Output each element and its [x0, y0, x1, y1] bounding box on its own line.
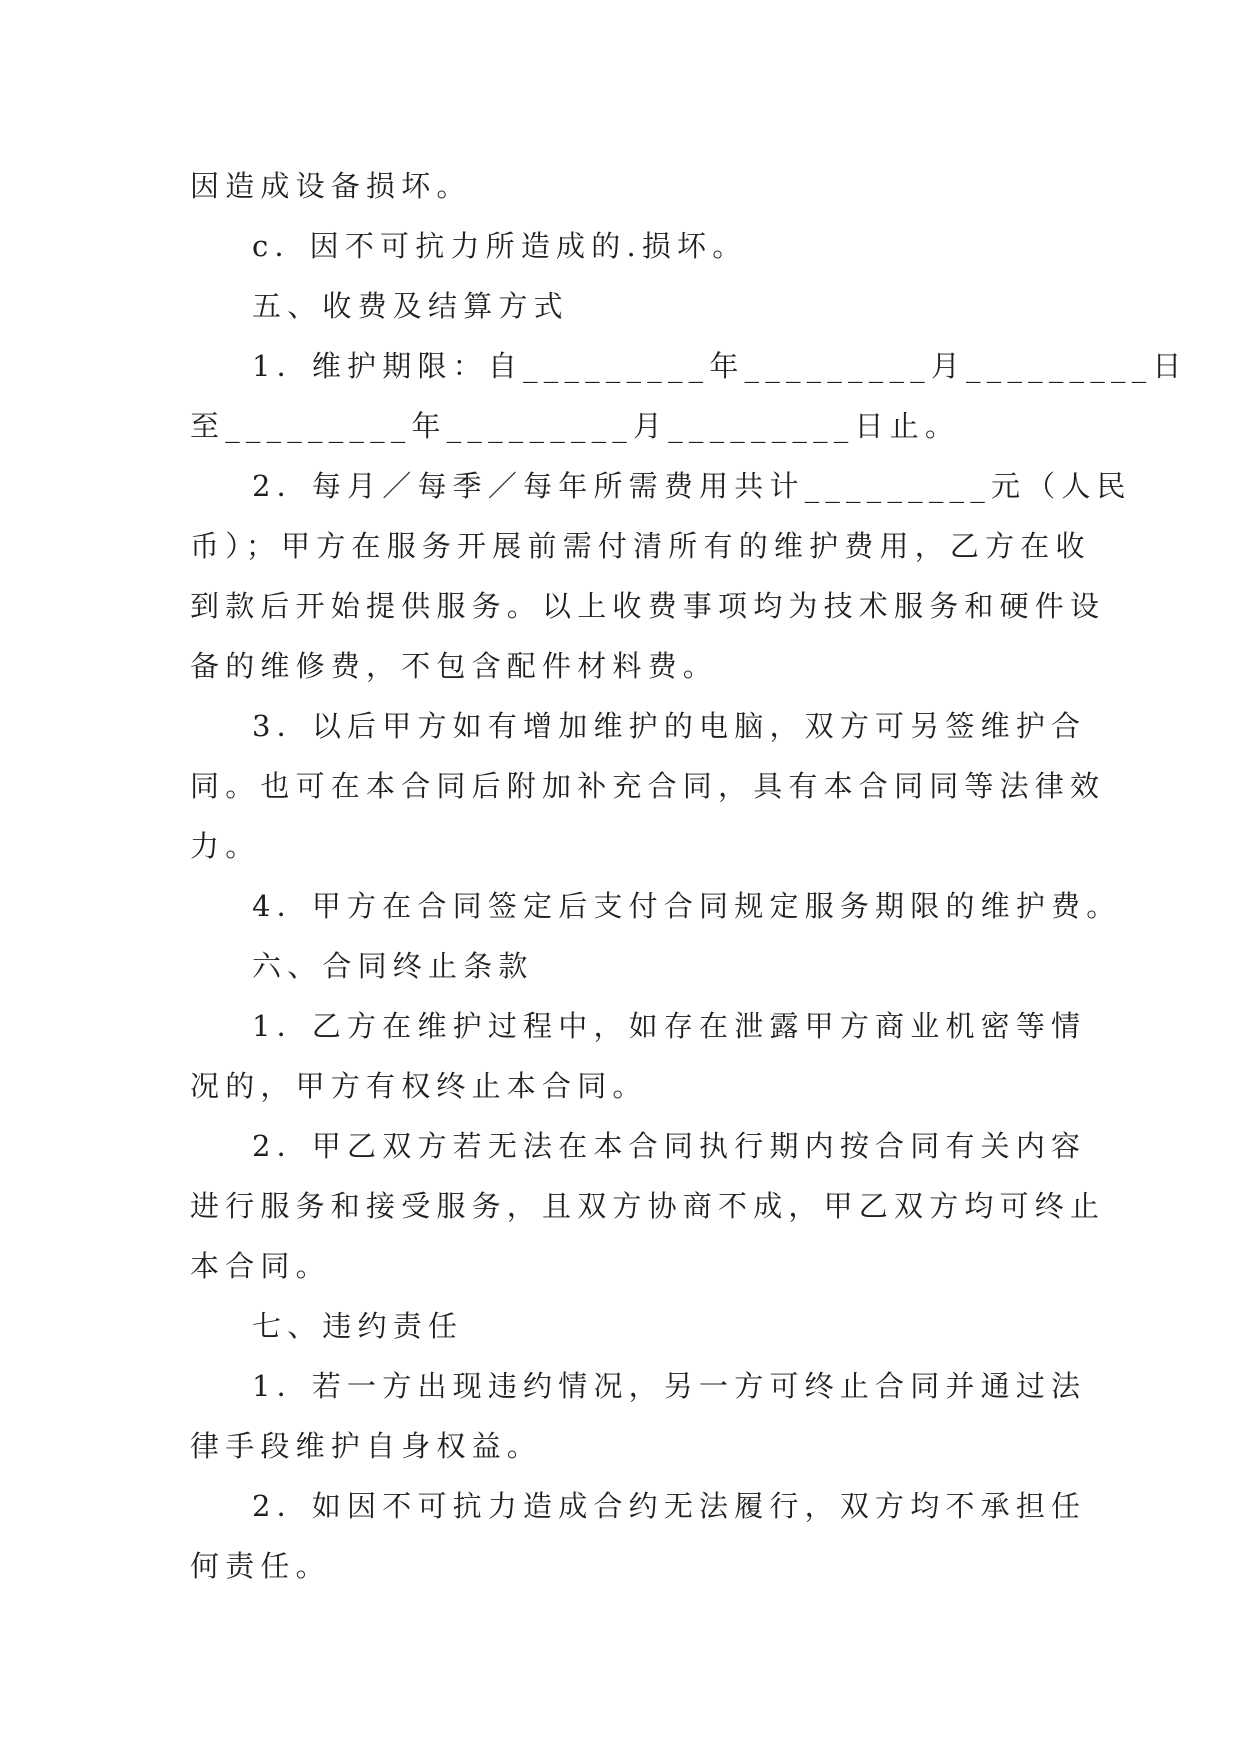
clause-5-1-line-1: 1．维护期限：自_________年_________月_________日 [252, 349, 1188, 383]
section-heading-7: 七、违约责任 [252, 1309, 464, 1343]
clause-6-2-line-2: 进行服务和接受服务，且双方协商不成，甲乙双方均可终止 [190, 1189, 1106, 1223]
document-body [190, 156, 1188, 1596]
clause-5-4: 4．甲方在合同签定后支付合同规定服务期限的维护费。 [252, 889, 1122, 923]
clause-5-3-line-1: 3．以后甲方如有增加维护的电脑，双方可另签维护合 [252, 709, 1087, 743]
clause-7-2-line-2: 何责任。 [190, 1549, 331, 1583]
clause-6-2-line-3: 本合同。 [190, 1249, 331, 1283]
clause-5-3-line-3: 力。 [190, 829, 261, 863]
clause-5-2-line-2: 币）；甲方在服务开展前需付清所有的维护费用，乙方在收 [190, 529, 1091, 563]
clause-7-1-line-2: 律手段维护自身权益。 [190, 1429, 543, 1463]
paragraph-line: 因造成设备损坏。 [190, 169, 472, 203]
clause-6-1-line-1: 1．乙方在维护过程中，如存在泄露甲方商业机密等情 [252, 1009, 1087, 1043]
clause-5-3-line-2: 同。也可在本合同后附加补充合同，具有本合同同等法律效 [190, 769, 1106, 803]
section-heading-5: 五、收费及结算方式 [252, 289, 569, 323]
clause-7-2-line-1: 2．如因不可抗力造成合约无法履行，双方均不承担任 [252, 1489, 1087, 1523]
clause-5-2-line-4: 备的维修费，不包含配件材料费。 [190, 649, 719, 683]
clause-5-1-line-2: 至_________年_________月_________日止。 [190, 409, 961, 443]
section-heading-6: 六、合同终止条款 [252, 949, 534, 983]
clause-6-2-line-1: 2．甲乙双方若无法在本合同执行期内按合同有关内容 [252, 1129, 1087, 1163]
clause-7-1-line-1: 1．若一方出现违约情况，另一方可终止合同并通过法 [252, 1369, 1087, 1403]
list-item-c: c．因不可抗力所造成的.损坏。 [252, 229, 748, 263]
clause-5-2-line-3: 到款后开始提供服务。以上收费事项均为技术服务和硬件设 [190, 589, 1106, 623]
clause-6-1-line-2: 况的，甲方有权终止本合同。 [190, 1069, 648, 1103]
clause-5-2-line-1: 2．每月／每季／每年所需费用共计_________元（人民 [252, 469, 1132, 503]
